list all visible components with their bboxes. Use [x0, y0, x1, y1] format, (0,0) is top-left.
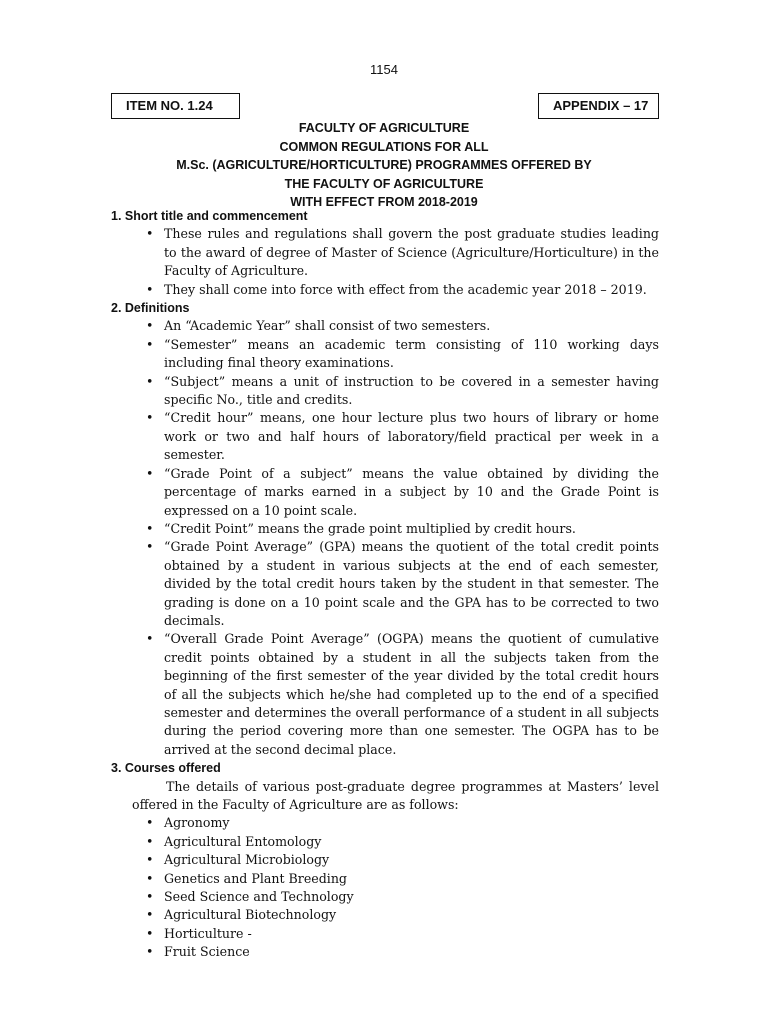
document-body	[111, 207, 659, 962]
section-courses-offered	[111, 759, 659, 961]
list-item: • “Subject” means a unit of instruction to be covered in a semester having specific No., title and credits.	[111, 373, 659, 410]
page-number: 1154	[370, 62, 398, 77]
list-item: • Horticulture -	[111, 925, 659, 943]
list-item: • “Semester” means an academic term consisting of 110 working days including final theory examinations.	[111, 336, 659, 373]
list-item: • “Overall Grade Point Average” (OGPA) means the quotient of cumulative credit points obtained by a student in all the subjects taken from the beginning of the first semester of the year divided by the total credit hours of all the subjects which he/she had completed up to the end of a specified semester and determines the overall performance of a student in all subjects during the period covering more than one semester. The OGPA has to be arrived at the second decimal place.	[111, 630, 659, 759]
section-definitions	[111, 299, 659, 759]
list-item: • Agricultural Biotechnology	[111, 906, 659, 924]
heading-line: M.Sc. (AGRICULTURE/HORTICULTURE) PROGRAMMES OFFERED BY	[176, 158, 592, 172]
list-item: • These rules and regulations shall govern the post graduate studies leading to the award of degree of Master of Science (Agriculture/Horticulture) in the Faculty of Agriculture.	[111, 225, 659, 280]
bullet-list	[111, 814, 659, 961]
list-item: • They shall come into force with effect from the academic year 2018 – 2019.	[111, 281, 659, 299]
heading-line: WITH EFFECT FROM 2018-2019	[290, 195, 478, 209]
list-item: • Agricultural Entomology	[111, 833, 659, 851]
list-item: • Agricultural Microbiology	[111, 851, 659, 869]
section-intro: The details of various post-graduate degree programmes at Masters’ level offered in the Faculty of Agriculture are as follows:	[132, 778, 659, 812]
list-item: • An “Academic Year” shall consist of two semesters.	[111, 317, 659, 335]
document-heading	[0, 119, 768, 212]
list-item: • Fruit Science	[111, 943, 659, 961]
bullet-list	[111, 225, 659, 299]
list-item: • Agronomy	[111, 814, 659, 832]
list-item: • Genetics and Plant Breeding	[111, 870, 659, 888]
section-title: 1. Short title and commencement	[111, 209, 308, 223]
list-item: • “Grade Point Average” (GPA) means the quotient of the total credit points obtained by a student in various subjects at the end of each semester, divided by the total credit hours taken by the student in that semester. The grading is done on a 10 point scale and the GPA has to be corrected to two decimals.	[111, 538, 659, 630]
section-title: 2. Definitions	[111, 301, 190, 316]
heading-line: COMMON REGULATIONS FOR ALL	[279, 139, 489, 154]
heading-line: THE FACULTY OF AGRICULTURE	[284, 176, 484, 191]
section-short-title	[111, 207, 659, 299]
list-item: • “Credit Point” means the grade point multiplied by credit hours.	[111, 520, 659, 538]
item-number-box: ITEM NO. 1.24	[111, 93, 240, 119]
bullet-list	[111, 317, 659, 759]
list-item: • “Credit hour” means, one hour lecture plus two hours of library or home work or two and half hours of laboratory/field practical per week in a semester.	[111, 409, 659, 464]
heading-line: FACULTY OF AGRICULTURE	[298, 121, 470, 135]
list-item: • Seed Science and Technology	[111, 888, 659, 906]
list-item: • “Grade Point of a subject” means the value obtained by dividing the percentage of marks earned in a subject by 10 and the Grade Point is expressed on a 10 point scale.	[111, 465, 659, 520]
appendix-box: APPENDIX – 17	[538, 93, 659, 119]
section-title: 3. Courses offered	[111, 761, 221, 776]
